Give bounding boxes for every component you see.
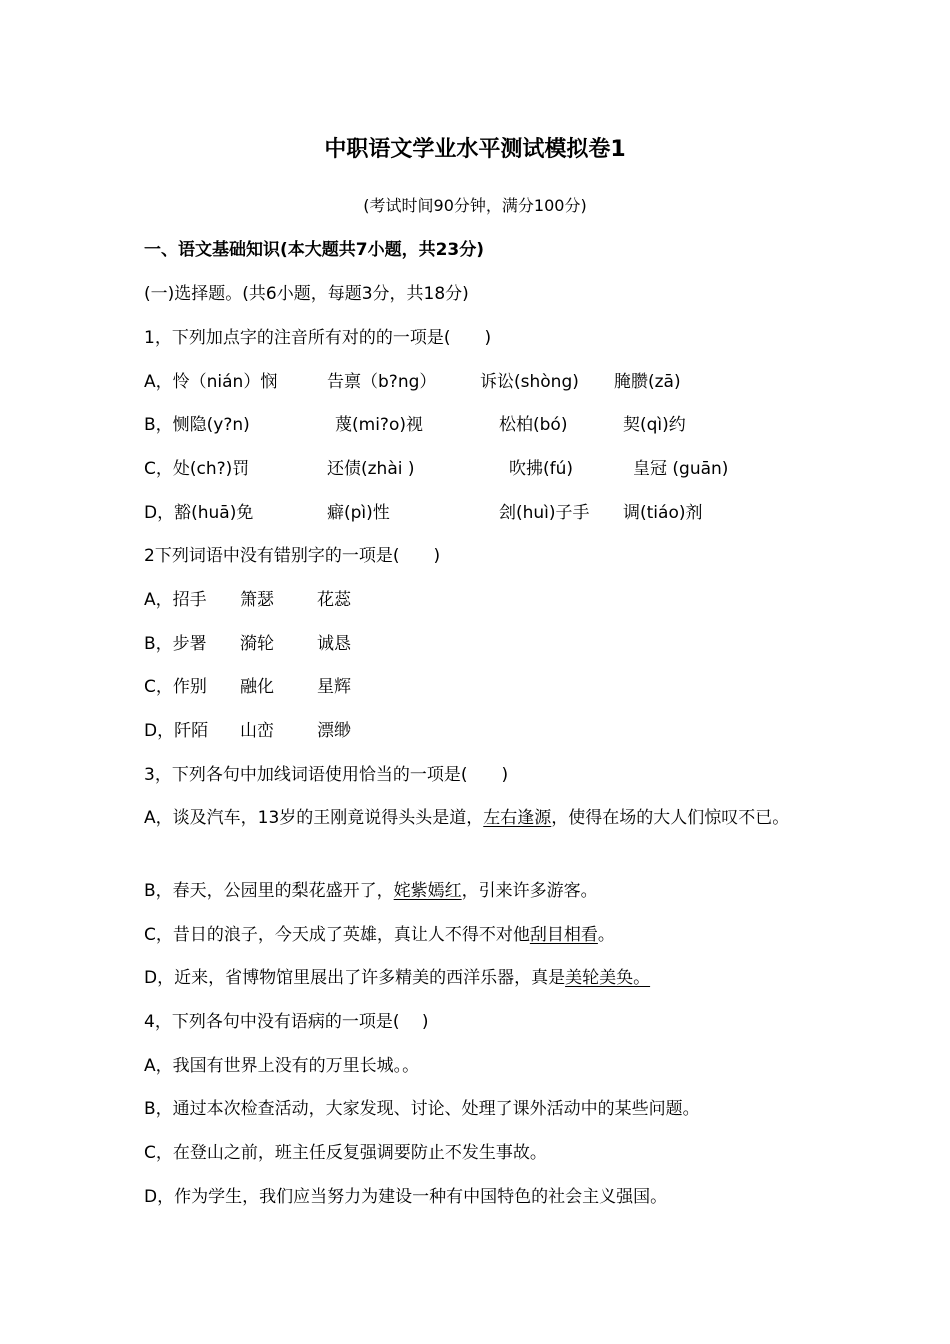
q1-a-item: 诉讼(shòng)	[480, 372, 579, 392]
q2-stem: 2下列词语中没有错别字的一项是( )	[144, 546, 441, 566]
q2-b-item: 诚恳	[317, 634, 351, 654]
q1-c-item: 皇冠 (guān)	[633, 459, 729, 479]
q3-a-text: A，谈及汽车，13岁的王刚竟说得头头是道，	[144, 808, 484, 828]
q3-b-underlined: 姹紫嫣红	[393, 881, 462, 901]
q2-b-item: 漪轮	[240, 634, 274, 654]
q3-c-text: C，昔日的浪子，今天成了英雄，真让人不得不对他	[144, 925, 530, 945]
q1-c-item: 还债(zhài )	[327, 459, 415, 479]
q3-d-text: D，近来，省博物馆里展出了许多精美的西洋乐器，真是	[144, 968, 566, 988]
q2-c-item: 星辉	[317, 677, 351, 697]
q1-c-item: 吹拂(fú)	[509, 459, 574, 479]
q1-b-item: 契(qì)约	[623, 415, 686, 435]
q3-a-underlined: 左右逢源	[483, 808, 552, 828]
q3-b-text: ，引来许多游客。	[461, 881, 598, 901]
q1-b-item: B，恻隐(y?n)	[144, 415, 250, 435]
q3-option-b	[144, 877, 598, 906]
q3-c-text: 。	[597, 925, 615, 945]
q3-b-text: B，春天，公园里的梨花盛开了，	[144, 881, 394, 901]
q1-c-item: C，处(ch?)罚	[144, 459, 250, 479]
q1-a-item: 腌臜(zā)	[614, 372, 681, 392]
exam-title: 中职语文学业水平测试模拟卷1	[324, 137, 626, 162]
exam-subtitle: (考试时间90分钟，满分100分)	[363, 196, 587, 215]
q1-d-item: 癖(pì)性	[327, 503, 390, 523]
q1-a-item: A，怜（nián）悯	[144, 372, 278, 392]
q2-d-item: 山峦	[240, 721, 274, 741]
q3-stem: 3，下列各句中加线词语使用恰当的一项是( )	[144, 765, 509, 785]
q2-d-item: D，阡陌	[144, 721, 209, 741]
q3-a-text: ，使得在场的大人们惊叹不已。	[551, 808, 790, 828]
q1-stem: 1，下列加点字的注音所有对的的一项是( )	[144, 328, 492, 348]
q1-b-item: 蔑(mi?o)视	[335, 415, 423, 435]
q3-c-underlined: 刮目相看	[529, 925, 598, 945]
q3-option-c	[144, 921, 615, 950]
q2-a-item: 花蕊	[317, 590, 351, 610]
q4-option-c: C，在登山之前，班主任反复强调要防止不发生事故。	[144, 1143, 547, 1163]
section-heading: 一、语文基础知识(本大题共7小题，共23分)	[144, 240, 485, 260]
q2-c-item: C，作别	[144, 677, 207, 697]
q2-a-item: 箫瑟	[240, 590, 274, 610]
q4-stem: 4，下列各句中没有语病的一项是( )	[144, 1012, 429, 1032]
q1-a-item: 告禀（b?ng）	[327, 372, 437, 392]
part-heading: (一)选择题。(共6小题，每题3分，共18分)	[144, 284, 469, 304]
q1-d-item: 调(tiáo)剂	[623, 503, 703, 523]
q3-option-d	[144, 964, 650, 993]
q4-option-b: B，通过本次检查活动，大家发现、讨论、处理了课外活动中的某些问题。	[144, 1099, 700, 1119]
q2-b-item: B，步署	[144, 634, 207, 654]
q3-option-a	[144, 804, 814, 833]
q4-option-d: D，作为学生，我们应当努力为建设一种有中国特色的社会主义强国。	[144, 1187, 668, 1207]
q4-option-a: A，我国有世界上没有的万里长城。。	[144, 1056, 420, 1076]
q3-d-underlined: 美轮美奂。	[565, 968, 651, 988]
q2-a-item: A，招手	[144, 590, 207, 610]
q2-c-item: 融化	[240, 677, 274, 697]
q2-d-item: 漂缈	[317, 721, 351, 741]
q1-b-item: 松柏(bó)	[499, 415, 568, 435]
q1-d-item: D，豁(huā)免	[144, 503, 254, 523]
q1-d-item: 刽(huì)子手	[499, 503, 590, 523]
